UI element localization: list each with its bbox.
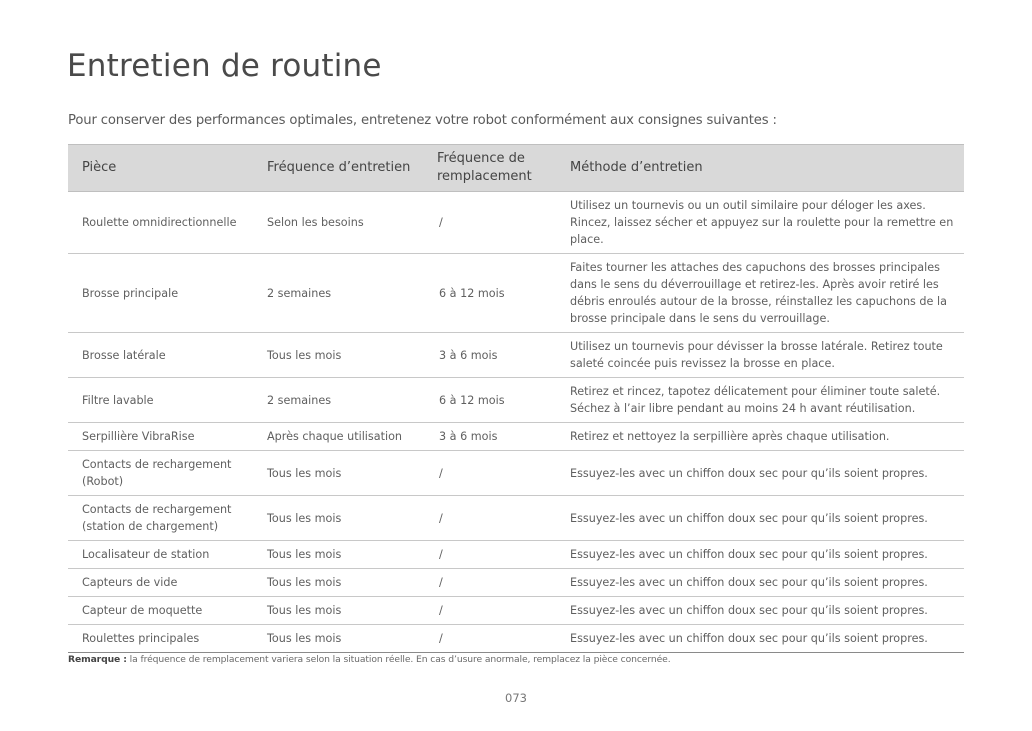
cell-methode: Faites tourner les attaches des capuchons des brosses principales dans le sens du déverrouillage et retirez-les. Après avoir retiré les débris enroulés autour de la brosse, réinstallez les capuchons de la brosse principale dans le sens du verrouillage.	[570, 254, 964, 333]
cell-piece: Capteurs de vide	[68, 569, 267, 597]
cell-methode: Utilisez un tournevis pour dévisser la brosse latérale. Retirez toute saleté coincée puis revissez la brosse en place.	[570, 333, 964, 378]
cell-piece: Contacts de rechargement (Robot)	[68, 451, 267, 496]
table-row	[68, 597, 964, 625]
cell-remplacement: /	[437, 496, 570, 541]
table-row	[68, 451, 964, 496]
cell-remplacement: 3 à 6 mois	[437, 423, 570, 451]
cell-frequence: Tous les mois	[267, 625, 437, 653]
cell-frequence: Tous les mois	[267, 569, 437, 597]
cell-methode: Essuyez-les avec un chiffon doux sec pour qu’ils soient propres.	[570, 569, 964, 597]
table-header-row	[68, 145, 964, 192]
cell-remplacement: /	[437, 569, 570, 597]
cell-frequence: Tous les mois	[267, 597, 437, 625]
cell-frequence: 2 semaines	[267, 254, 437, 333]
header-remplacement: Fréquence de remplacement	[437, 145, 570, 192]
cell-frequence: Tous les mois	[267, 496, 437, 541]
footnote	[68, 654, 671, 665]
table-row	[68, 254, 964, 333]
maintenance-table	[68, 144, 964, 653]
cell-remplacement: /	[437, 625, 570, 653]
intro-text: Pour conserver des performances optimales, entretenez votre robot conformément aux consignes suivantes :	[68, 113, 777, 128]
cell-remplacement: /	[437, 192, 570, 254]
cell-piece: Localisateur de station	[68, 541, 267, 569]
table-row	[68, 541, 964, 569]
cell-methode: Utilisez un tournevis ou un outil similaire pour déloger les axes. Rincez, laissez sécher et appuyez sur la roulette pour la remettre en place.	[570, 192, 964, 254]
cell-frequence: 2 semaines	[267, 378, 437, 423]
cell-methode: Retirez et nettoyez la serpillière après chaque utilisation.	[570, 423, 964, 451]
table-row	[68, 423, 964, 451]
header-frequence: Fréquence d’entretien	[267, 145, 437, 192]
cell-remplacement: 6 à 12 mois	[437, 254, 570, 333]
cell-methode: Essuyez-les avec un chiffon doux sec pour qu’ils soient propres.	[570, 541, 964, 569]
footnote-label: Remarque :	[68, 654, 127, 665]
footnote-text: la fréquence de remplacement variera selon la situation réelle. En cas d’usure anormale, remplacez la pièce concernée.	[126, 654, 671, 665]
header-piece: Pièce	[68, 145, 267, 192]
cell-methode: Retirez et rincez, tapotez délicatement pour éliminer toute saleté. Séchez à l’air libre pendant au moins 24 h avant réutilisation.	[570, 378, 964, 423]
cell-methode: Essuyez-les avec un chiffon doux sec pour qu’ils soient propres.	[570, 451, 964, 496]
page-number: 073	[505, 691, 527, 705]
cell-piece: Roulette omnidirectionnelle	[68, 192, 267, 254]
cell-frequence: Selon les besoins	[267, 192, 437, 254]
cell-piece: Contacts de rechargement (station de chargement)	[68, 496, 267, 541]
cell-methode: Essuyez-les avec un chiffon doux sec pour qu’ils soient propres.	[570, 496, 964, 541]
cell-piece: Serpillière VibraRise	[68, 423, 267, 451]
table-row	[68, 569, 964, 597]
cell-remplacement: 3 à 6 mois	[437, 333, 570, 378]
cell-piece: Filtre lavable	[68, 378, 267, 423]
cell-methode: Essuyez-les avec un chiffon doux sec pour qu’ils soient propres.	[570, 625, 964, 653]
cell-frequence: Tous les mois	[267, 451, 437, 496]
cell-remplacement: 6 à 12 mois	[437, 378, 570, 423]
table-row	[68, 333, 964, 378]
cell-remplacement: /	[437, 541, 570, 569]
cell-piece: Capteur de moquette	[68, 597, 267, 625]
cell-piece: Brosse principale	[68, 254, 267, 333]
cell-remplacement: /	[437, 597, 570, 625]
cell-frequence: Après chaque utilisation	[267, 423, 437, 451]
cell-methode: Essuyez-les avec un chiffon doux sec pour qu’ils soient propres.	[570, 597, 964, 625]
header-methode: Méthode d’entretien	[570, 145, 964, 192]
cell-remplacement: /	[437, 451, 570, 496]
cell-piece: Roulettes principales	[68, 625, 267, 653]
cell-frequence: Tous les mois	[267, 541, 437, 569]
table-row	[68, 192, 964, 254]
page-title: Entretien de routine	[67, 48, 382, 84]
cell-piece: Brosse latérale	[68, 333, 267, 378]
table-row	[68, 496, 964, 541]
cell-frequence: Tous les mois	[267, 333, 437, 378]
table-row	[68, 625, 964, 653]
table-row	[68, 378, 964, 423]
